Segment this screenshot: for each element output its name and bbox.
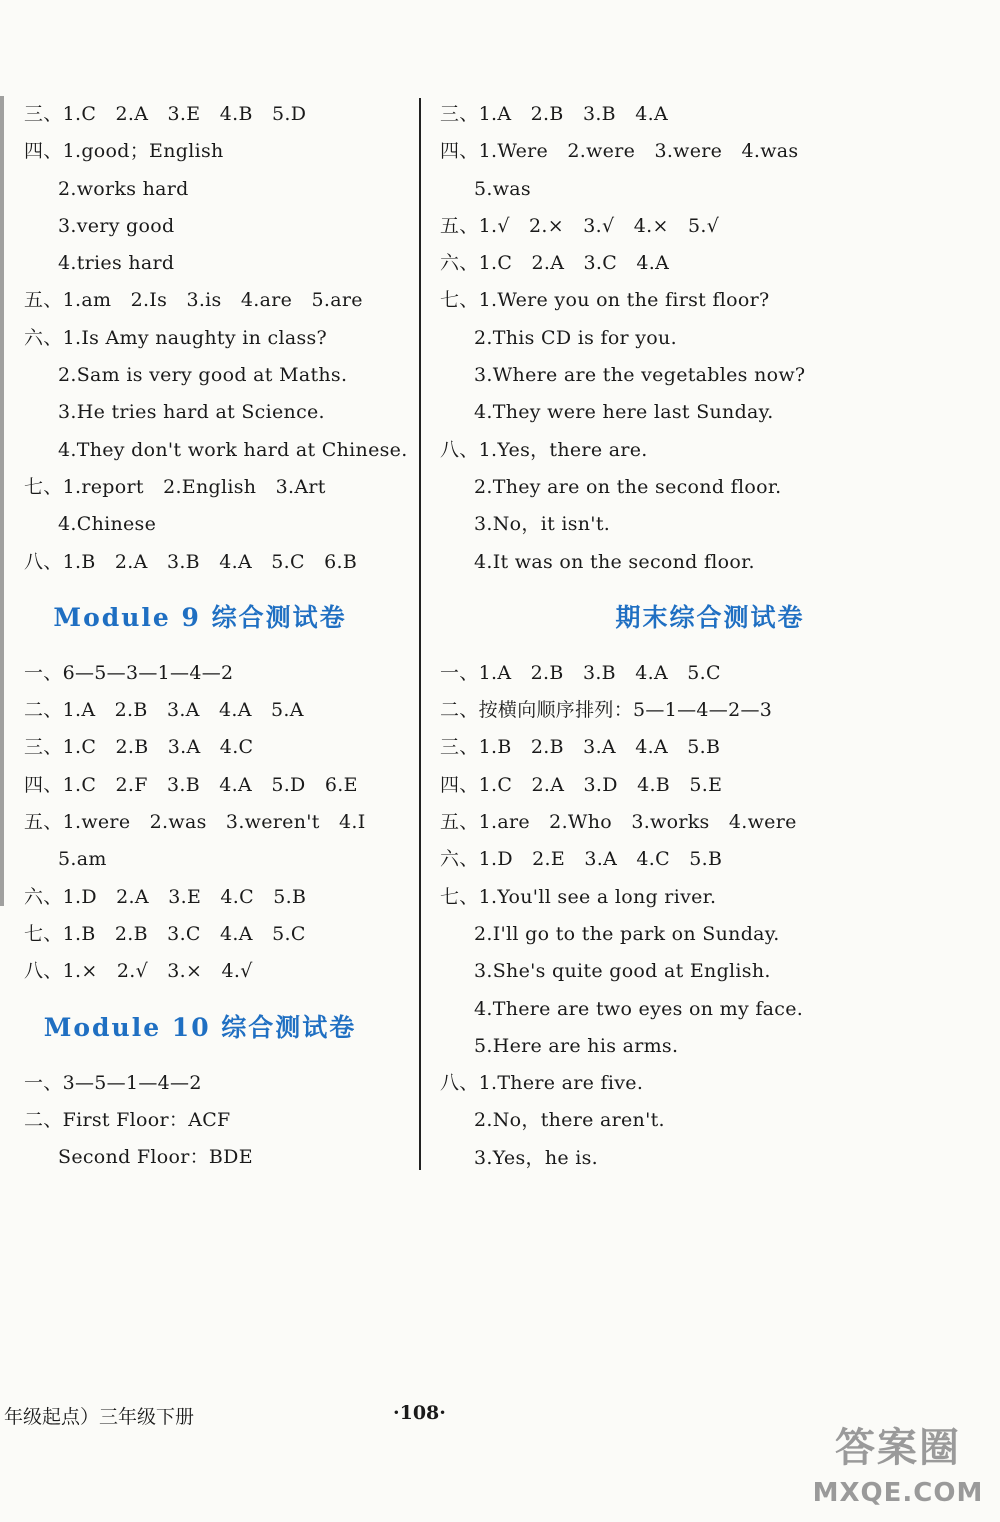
answer-subline: 4.They were here last Sunday.	[474, 401, 774, 424]
answer-subline: 2.Sam is very good at Maths.	[58, 364, 348, 387]
answer-subline: 3.Where are the vegetables now?	[474, 364, 806, 387]
answer-subline: 2.I'll go to the park on Sunday.	[474, 922, 780, 945]
answer-line: 一、1.A 2.B 3.B 4.A 5.C	[440, 661, 721, 684]
answer-line: 七、1.Were you on the first floor?	[440, 289, 770, 312]
watermark-title: 答案圈	[835, 1425, 961, 1471]
answer-line: 二、First Floor：ACF	[24, 1108, 231, 1131]
section-heading: 期末综合测试卷	[615, 602, 805, 632]
answer-line: 五、1.are 2.Who 3.works 4.were	[440, 811, 797, 834]
answer-line: 七、1.You'll see a long river.	[440, 885, 717, 908]
answer-subline: 2.works hard	[58, 177, 189, 200]
page-number: ·108·	[393, 1402, 446, 1424]
answer-line: 二、按横向顺序排列：5—1—4—2—3	[440, 699, 773, 722]
answer-subline: 4.tries hard	[58, 252, 175, 275]
left-answer-column	[24, 96, 416, 1176]
answer-line: 六、1.D 2.A 3.E 4.C 5.B	[24, 885, 307, 908]
section-heading: Module 9 综合测试卷	[53, 602, 347, 632]
answer-line: 三、1.A 2.B 3.B 4.A	[440, 103, 668, 125]
answer-subline: 3.very good	[58, 214, 175, 237]
answer-subline: 4.There are two eyes on my face.	[474, 997, 804, 1020]
section-heading: Module 10 综合测试卷	[43, 1012, 357, 1042]
answer-line: 一、6—5—3—1—4—2	[24, 661, 234, 684]
answer-line: 六、1.C 2.A 3.C 4.A	[440, 252, 670, 275]
answer-subline: 5.Here are his arms.	[474, 1034, 679, 1057]
answer-subline: 3.She's quite good at English.	[474, 960, 771, 983]
answer-subline: 4.It was on the second floor.	[474, 550, 755, 573]
answer-line: 八、1.Yes，there are.	[440, 438, 648, 461]
answer-line: 一、3—5—1—4—2	[24, 1071, 202, 1094]
answer-subline: 4.They don't work hard at Chinese.	[58, 438, 408, 461]
answer-line: 七、1.B 2.B 3.C 4.A 5.C	[24, 922, 306, 945]
answer-line: 五、1.√ 2.× 3.√ 4.× 5.√	[440, 214, 720, 237]
answer-line: 六、1.Is Amy naughty in class?	[24, 326, 328, 349]
answer-line: 八、1.There are five.	[440, 1072, 644, 1095]
watermark-url: MXQE.COM	[812, 1478, 984, 1508]
page-edge-shadow	[0, 96, 4, 906]
column-divider	[419, 98, 421, 1170]
answer-subline: Second Floor：BDE	[58, 1146, 253, 1169]
answer-line: 六、1.D 2.E 3.A 4.C 5.B	[440, 848, 723, 871]
book-title-footer: 年级起点）三年级下册	[4, 1406, 195, 1428]
answer-line: 四、1.C 2.F 3.B 4.A 5.D 6.E	[24, 773, 358, 796]
answer-line: 五、1.were 2.was 3.weren't 4.I	[24, 811, 366, 834]
answer-line: 二、1.A 2.B 3.A 4.A 5.A	[24, 699, 304, 722]
answer-line: 四、1.Were 2.were 3.were 4.was	[440, 140, 799, 163]
answer-subline: 3.No，it isn't.	[474, 513, 611, 536]
answer-subline: 3.He tries hard at Science.	[58, 401, 325, 424]
answer-subline: 2.This CD is for you.	[474, 326, 677, 349]
answer-subline: 2.No，there aren't.	[474, 1109, 665, 1132]
answer-subline: 5.was	[474, 177, 531, 200]
answer-line: 三、1.C 2.B 3.A 4.C	[24, 736, 254, 759]
answer-subline: 3.Yes，he is.	[474, 1146, 599, 1169]
answer-line: 四、1.good；English	[24, 140, 224, 163]
answer-line: 五、1.am 2.Is 3.is 4.are 5.are	[24, 289, 363, 312]
watermark-logo	[800, 1420, 996, 1516]
answer-line: 三、1.B 2.B 3.A 4.A 5.B	[440, 736, 721, 759]
answer-subline: 5.am	[58, 848, 107, 871]
answer-subline: 4.Chinese	[58, 513, 157, 536]
answer-line: 七、1.report 2.English 3.Art	[24, 475, 326, 498]
answer-subline: 2.They are on the second floor.	[474, 475, 782, 498]
answer-line: 八、1.B 2.A 3.B 4.A 5.C 6.B	[24, 550, 358, 573]
answer-line: 四、1.C 2.A 3.D 4.B 5.E	[440, 773, 723, 796]
right-answer-column	[440, 96, 980, 1177]
answer-line: 三、1.C 2.A 3.E 4.B 5.D	[24, 103, 307, 125]
answer-line: 八、1.× 2.√ 3.× 4.√	[24, 960, 253, 983]
